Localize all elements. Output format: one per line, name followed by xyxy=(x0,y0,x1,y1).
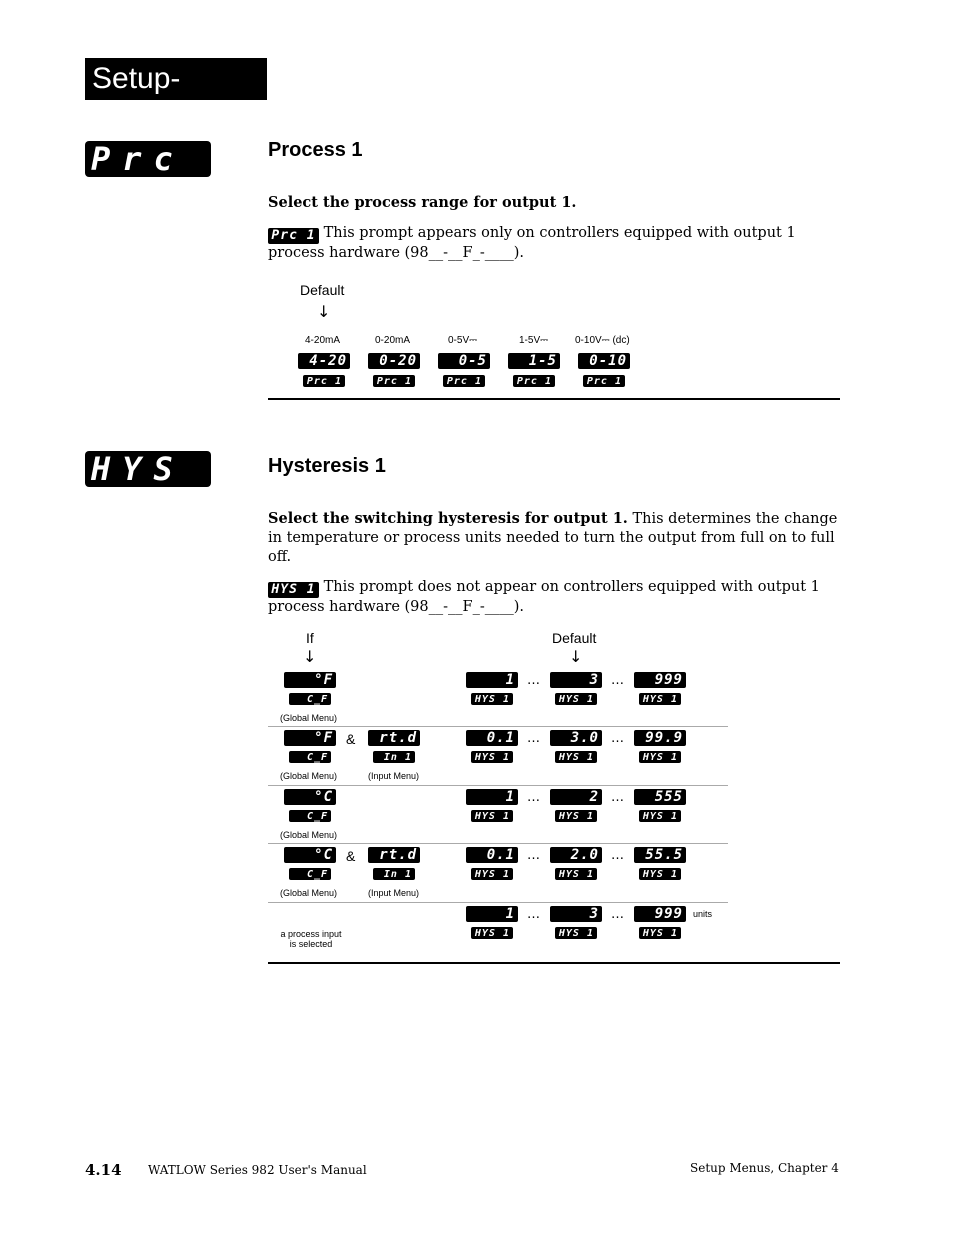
max-sub-display: HYS 1 xyxy=(639,751,681,763)
condition-sub-display: C_F xyxy=(289,693,331,705)
prc1-display-icon: Prc 1 xyxy=(85,141,211,177)
ellipsis: … xyxy=(611,673,624,688)
units-label: units xyxy=(693,909,713,919)
ellipsis: … xyxy=(527,848,540,863)
ellipsis: … xyxy=(527,731,540,746)
condition-display: °C xyxy=(284,789,336,805)
max-sub-display: HYS 1 xyxy=(639,927,681,939)
min-display: 1 xyxy=(466,906,518,922)
default-display: 3.0 xyxy=(550,730,602,746)
default-display: 2.0 xyxy=(550,847,602,863)
condition-display: °F xyxy=(284,730,336,746)
condition-note: (Global Menu) xyxy=(280,771,338,781)
default-display: 3 xyxy=(550,672,602,688)
extra-note: (Input Menu) xyxy=(368,771,420,781)
extra-display: rt.d xyxy=(368,730,420,746)
ellipsis: … xyxy=(527,790,540,805)
prc1-inline-icon: Prc 1 xyxy=(268,228,319,244)
option-display: 0-10 xyxy=(578,353,630,369)
option-sub-display: Prc 1 xyxy=(303,375,345,387)
condition-note: (Global Menu) xyxy=(280,713,338,723)
condition-display: °C xyxy=(284,847,336,863)
option-label: 0-5V⎓ xyxy=(448,335,478,346)
option-label: 0-10V⎓ (dc) xyxy=(575,335,630,346)
hys1-display-icon: HYS 1 xyxy=(85,451,211,487)
option-display: 4-20 xyxy=(298,353,350,369)
min-display: 1 xyxy=(466,672,518,688)
option-sub-display: Prc 1 xyxy=(443,375,485,387)
ellipsis: … xyxy=(527,673,540,688)
default-sub-display: HYS 1 xyxy=(555,868,597,880)
and-symbol: & xyxy=(346,731,356,747)
process-note xyxy=(268,224,838,263)
default-sub-display: HYS 1 xyxy=(555,751,597,763)
max-display: 55.5 xyxy=(634,847,686,863)
ellipsis: … xyxy=(611,907,624,922)
min-sub-display: HYS 1 xyxy=(471,868,513,880)
max-display: 999 xyxy=(634,672,686,688)
min-sub-display: HYS 1 xyxy=(471,693,513,705)
page-number: 4.14 xyxy=(85,1161,122,1179)
default-sub-display: HYS 1 xyxy=(555,693,597,705)
option-sub-display: Prc 1 xyxy=(373,375,415,387)
default-display: 2 xyxy=(550,789,602,805)
extra-sub-display: In 1 xyxy=(373,868,415,880)
page-title: Setup-Output xyxy=(85,58,267,100)
max-display: 555 xyxy=(634,789,686,805)
default-display: 3 xyxy=(550,906,602,922)
ellipsis: … xyxy=(527,907,540,922)
row-divider xyxy=(268,843,728,844)
option-display: 0-20 xyxy=(368,353,420,369)
max-sub-display: HYS 1 xyxy=(639,868,681,880)
process-note-text: This prompt appears only on controllers equipped with output 1 process hardware (98__-__F_-____). xyxy=(268,225,796,261)
ellipsis: … xyxy=(611,790,624,805)
condition-sub-display: C_F xyxy=(289,868,331,880)
extra-sub-display: In 1 xyxy=(373,751,415,763)
process-divider xyxy=(268,398,840,400)
min-display: 1 xyxy=(466,789,518,805)
max-display: 99.9 xyxy=(634,730,686,746)
process-default-arrow: ↓ xyxy=(317,302,331,321)
condition-display: °F xyxy=(284,672,336,688)
hysteresis-lead xyxy=(268,509,838,567)
condition-note: (Global Menu) xyxy=(280,888,338,898)
min-display: 0.1 xyxy=(466,730,518,746)
extra-note: (Input Menu) xyxy=(368,888,420,898)
process-lead: Select the process range for output 1. xyxy=(268,194,577,211)
condition-sub-display: C_F xyxy=(289,810,331,822)
hysteresis-lead-rest: This determines the change in temperature or process units needed to turn the output from full on to full off. xyxy=(268,511,838,565)
hysteresis-note-text: This prompt does not appear on controllers equipped with output 1 process hardware (98__-__F_-____). xyxy=(268,579,820,615)
condition-text-line: a process input xyxy=(280,929,342,939)
option-display: 0-5 xyxy=(438,353,490,369)
hys1-inline-icon: HYS 1 xyxy=(268,582,319,598)
row-divider xyxy=(268,726,728,727)
option-label: 1-5V⎓ xyxy=(519,335,549,346)
min-sub-display: HYS 1 xyxy=(471,751,513,763)
min-sub-display: HYS 1 xyxy=(471,927,513,939)
process-default-label: Default xyxy=(300,282,345,298)
option-display: 1-5 xyxy=(508,353,560,369)
condition-note: (Global Menu) xyxy=(280,830,338,840)
max-sub-display: HYS 1 xyxy=(639,810,681,822)
hysteresis-default-arrow: ↓ xyxy=(569,647,583,666)
chapter-title: Setup Menus, Chapter 4 xyxy=(690,1161,839,1175)
min-display: 0.1 xyxy=(466,847,518,863)
manual-title: WATLOW Series 982 User's Manual xyxy=(148,1163,367,1177)
condition-text-line: is selected xyxy=(289,939,333,949)
hysteresis-divider xyxy=(268,962,840,964)
extra-display: rt.d xyxy=(368,847,420,863)
min-sub-display: HYS 1 xyxy=(471,810,513,822)
option-label: 0-20mA xyxy=(375,335,411,346)
ellipsis: … xyxy=(611,848,624,863)
if-arrow: ↓ xyxy=(303,647,317,666)
max-sub-display: HYS 1 xyxy=(639,693,681,705)
condition-sub-display: C_F xyxy=(289,751,331,763)
option-sub-display: Prc 1 xyxy=(583,375,625,387)
option-label: 4-20mA xyxy=(305,335,341,346)
and-symbol: & xyxy=(346,848,356,864)
condition-text xyxy=(278,929,344,949)
hysteresis-heading: Hysteresis 1 xyxy=(268,455,386,477)
hysteresis-lead-bold: Select the switching hysteresis for output 1. xyxy=(268,510,628,527)
default-sub-display: HYS 1 xyxy=(555,927,597,939)
option-sub-display: Prc 1 xyxy=(513,375,555,387)
if-label: If xyxy=(306,630,314,646)
hysteresis-note xyxy=(268,578,838,617)
ellipsis: … xyxy=(611,731,624,746)
row-divider xyxy=(268,785,728,786)
row-divider xyxy=(268,902,728,903)
hysteresis-default-label: Default xyxy=(552,630,597,646)
process-heading: Process 1 xyxy=(268,139,363,161)
default-sub-display: HYS 1 xyxy=(555,810,597,822)
max-display: 999 xyxy=(634,906,686,922)
